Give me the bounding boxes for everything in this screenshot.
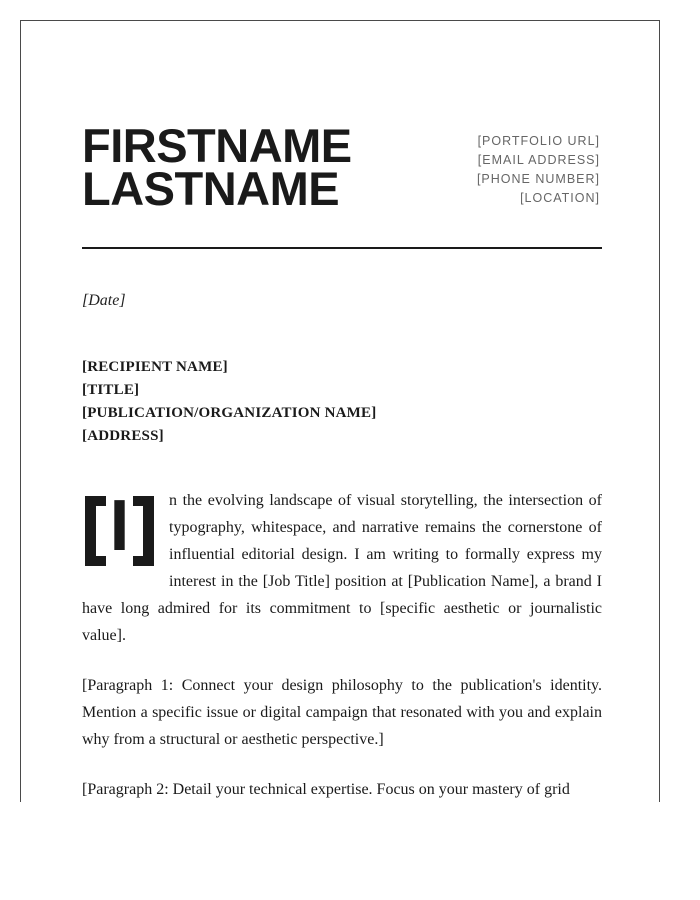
letter-body [82, 487, 602, 802]
applicant-name [82, 119, 352, 215]
paragraph-2: [Paragraph 2: Detail your technical expertise. Focus on your mastery of grid [82, 781, 570, 798]
dropcap [82, 493, 168, 571]
phone-number: [PHONE NUMBER] [476, 172, 600, 186]
first-name: FIRSTNAME [82, 119, 352, 172]
intro-paragraph [82, 487, 602, 649]
dropcap-bracket-icon [82, 493, 168, 571]
recipient-title: [TITLE] [82, 382, 140, 398]
paragraph-1: [Paragraph 1: Connect your design philosophy to the publication's identity. Mention a specific issue or digital campaign that resonated with you and explain why from a structural or aesthetic perspective.] [82, 677, 602, 748]
recipient-name: [RECIPIENT NAME] [82, 359, 228, 375]
recipient-address: [ADDRESS] [82, 428, 164, 444]
letter-date: [Date] [82, 292, 126, 309]
email-address: [EMAIL ADDRESS] [477, 153, 600, 167]
intro-text: n the evolving landscape of visual storytelling, the intersection of typography, whitespace, and narrative remains the cornerstone of influential editorial design. I am writing to formally express my interest in the [Job Title] position at [Publication Name], a brand I have long admired for its commitment to [specific aesthetic or journalistic value]. [82, 492, 602, 644]
letter-page [20, 20, 660, 802]
recipient-block [82, 356, 376, 448]
contact-block [477, 132, 600, 208]
last-name: LASTNAME [82, 162, 340, 215]
dropcap-letter: I [109, 493, 130, 566]
location: [LOCATION] [520, 191, 600, 205]
header-divider [82, 247, 602, 249]
portfolio-url: [PORTFOLIO URL] [477, 134, 600, 148]
recipient-organization: [PUBLICATION/ORGANIZATION NAME] [82, 405, 377, 421]
